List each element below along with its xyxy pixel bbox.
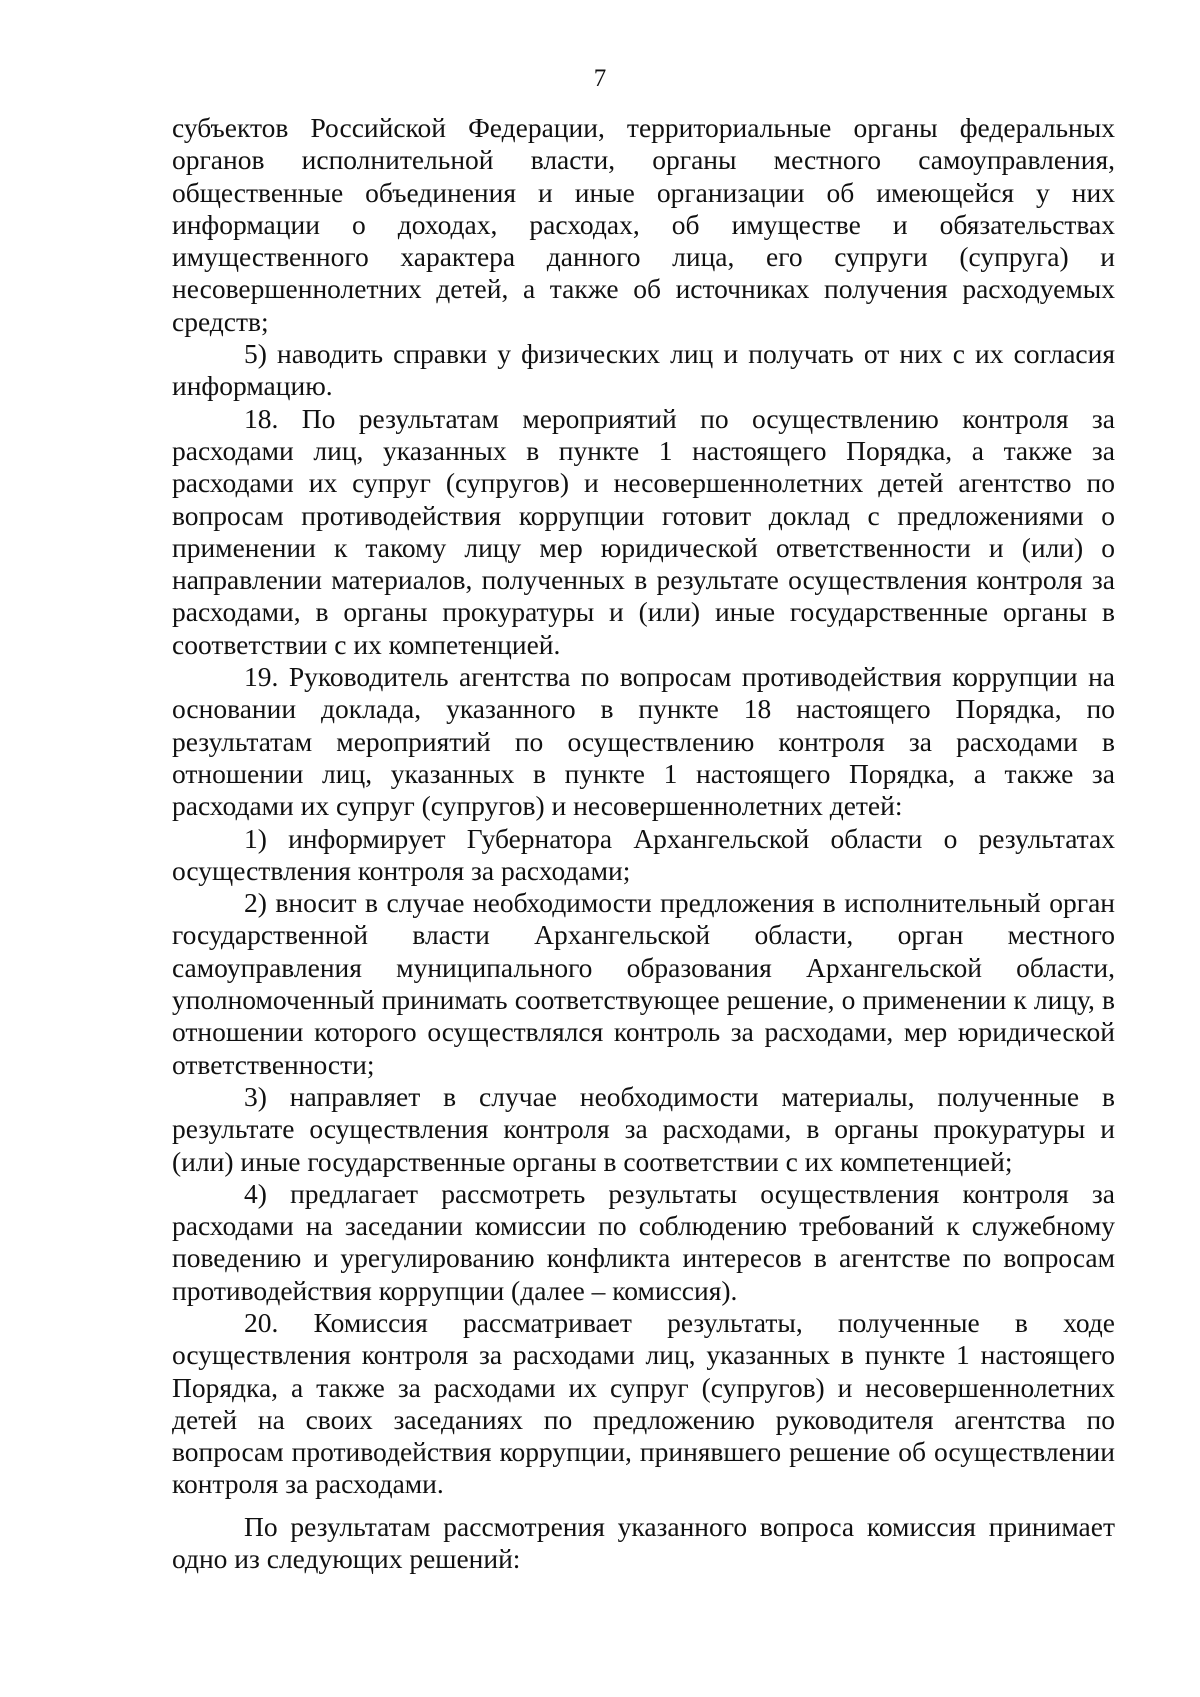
paragraph-item-1: 1) информирует Губернатора Архангельской области о результатах осуществления контроля за расходами; xyxy=(172,822,1115,886)
document-body xyxy=(172,112,1115,1575)
paragraph-clause-20: 20. Комиссия рассматривает результаты, полученные в ходе осуществления контроля за расходами лиц, указанных в пункте 1 настоящего Порядка, а также за расходами их супруг (супругов) и несовершеннолетних детей на своих заседаниях по предложению руководителя агентства по вопросам противодействия коррупции, принявшего решение об осуществлении контроля за расходами. xyxy=(172,1306,1115,1500)
paragraph-decision-intro: По результатам рассмотрения указанного вопроса комиссия принимает одно из следующих решений: xyxy=(172,1510,1115,1575)
paragraph-item-3: 3) направляет в случае необходимости материалы, полученные в результате осуществления контроля за расходами, в органы прокуратуры и (или) иные государственные органы в соответствии с их компетенцией; xyxy=(172,1080,1115,1177)
paragraph-clause-19: 19. Руководитель агентства по вопросам противодействия коррупции на основании доклада, указанного в пункте 18 настоящего Порядка, по результатам мероприятий по осуществлению контроля за расходами в отношении лиц, указанных в пункте 1 настоящего Порядка, а также за расходами их супруг (супругов) и несовершеннолетних детей: xyxy=(172,661,1115,822)
page-number: 7 xyxy=(593,65,607,92)
paragraph-item-4: 4) предлагает рассмотреть результаты осуществления контроля за расходами на заседании комиссии по соблюдению требований к служебному поведению и урегулированию конфликта интересов в агентстве по вопросам противодействия коррупции (далее – комиссия). xyxy=(172,1177,1115,1306)
paragraph-item-5: 5) наводить справки у физических лиц и получать от них с их согласия информацию. xyxy=(172,338,1115,402)
paragraph-continuation: субъектов Российской Федерации, территориальные органы федеральных органов исполнительной власти, органы местного самоуправления, общественные объединения и иные организации об имеющейся у них информации о доходах, расходах, об имуществе и обязательствах имущественного характера данного лица, его супруги (супруга) и несовершеннолетних детей, а также об источниках получения расходуемых средств; xyxy=(172,112,1115,337)
paragraph-item-2: 2) вносит в случае необходимости предложения в исполнительный орган государственной власти Архангельской области, орган местного самоуправления муниципального образования Архангельской области, уполномоченный принимать соответствующее решение, о применении к лицу, в отношении которого осуществлялся контроль за расходами, мер юридической ответственности; xyxy=(172,887,1115,1080)
paragraph-clause-18: 18. По результатам мероприятий по осуществлению контроля за расходами лиц, указанных в пункте 1 настоящего Порядка, а также за расходами их супруг (супругов) и несовершеннолетних детей агентство по вопросам противодействия коррупции готовит доклад с предложениями о применении к такому лицу мер юридической ответственности и (или) о направлении материалов, полученных в результате осуществления контроля за расходами, в органы прокуратуры и (или) иные государственные органы в соответствии с их компетенцией. xyxy=(172,402,1115,660)
